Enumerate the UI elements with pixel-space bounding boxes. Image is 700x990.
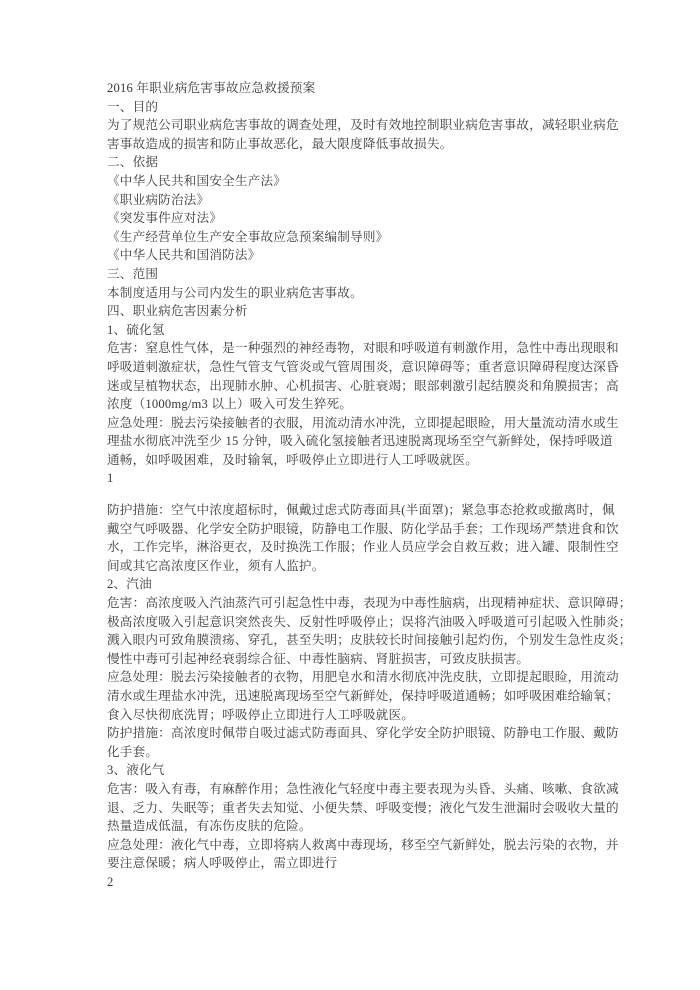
doc-title: 2016 年职业病危害事故应急救援预案 [107,81,316,95]
paragraph-line: 要注意保暖；病人呼吸停止，需立即进行 [107,856,338,871]
paragraph-line: 防护措施：高浓度时佩带自吸过滤式防毒面具、穿化学安全防护眼镜、防静电工作服、戴防 [107,726,619,741]
section-heading-2: 二、依据 [107,155,159,170]
paragraph-line: 通畅，如呼吸困难，及时输氧，呼吸停止立即进行人工呼吸就医。 [107,452,479,467]
paragraph-line: 戴空气呼吸器、化学安全防护眼镜，防静电工作服、防化学品手套；工作现场严禁进食和饮 [107,521,619,536]
paragraph-line: 危害：高浓度吸入汽油蒸汽可引起急性中毒，表现为中毒性脑病，出现精神症状、意识障碍； [107,596,632,611]
reference-item: 《生产经营单位生产安全事故应急预案编制导则》 [107,229,389,244]
paragraph-line: 防护措施：空气中浓度超标时，佩戴过虑式防毒面具(半面罩)；紧急事态抢救或撤离时，佩 [107,503,615,518]
paragraph-line: 为了规范公司职业病危害事故的调查处理，及时有效地控制职业病危害事故，减轻职业病危 [107,118,619,133]
paragraph-line: 应急处理：脱去污染接触者的衣物，用肥皂水和清水彻底冲洗皮肤，立即提起眼睑，用流动 [107,670,619,685]
paragraph-line: 迷或呈植物状态，出现肺水肿、心机损害、心脏衰竭；眼部刺激引起结膜炎和角膜损害；高 [107,378,619,393]
paragraph-line: 危害：窒息性气体，是一种强烈的神经毒物，对眼和呼吸道有刺激作用，急性中毒出现眼和 [107,341,619,356]
paragraph-line: 热量造成低温，有冻伤皮肤的危险。 [107,819,312,834]
paragraph-line: 溅入眼内可致角膜溃疡、穿孔，甚至失明；皮肤较长时间接触引起灼伤，个别发生急性皮炎； [107,633,632,648]
paragraph-line: 退、乏力、失眠等；重者失去知觉、小便失禁、呼吸变慢；液化气发生泄漏时会吸收大量的 [107,800,619,815]
reference-item: 《中华人民共和国安全生产法》 [107,173,287,188]
paragraph-line: 害事故造成的损害和防止事故恶化，最大限度降低事故损失。 [107,136,453,151]
section-heading-4: 四、职业病危害因素分析 [107,304,248,319]
paragraph-line: 本制度适用与公司内发生的职业病危害事故。 [107,285,363,300]
paragraph-line: 应急处理：脱去污染接触者的衣服，用流动清水冲洗，立即提起眼睑，用大量流动清水或生 [107,415,619,430]
page-number-1: 1 [107,471,114,486]
paragraph-line: 应急处理：液化气中毒，立即将病人救离中毒现场，移至空气新鲜处，脱去污染的衣物，并 [107,837,619,852]
paragraph-line: 极高浓度吸入引起意识突然丧失、反射性呼吸停止；误将汽油吸入呼吸道可引起吸入性肺炎； [107,614,632,629]
subsection-heading-1: 1、硫化氢 [107,322,165,337]
section-heading-3: 三、范围 [107,266,159,281]
reference-item: 《中华人民共和国消防法》 [107,248,261,263]
paragraph-line: 危害：吸入有毒，有麻醉作用；急性液化气轻度中毒主要表现为头昏、头痛、咳嗽、食欲减 [107,781,619,796]
subsection-heading-3: 3、液化气 [107,763,165,778]
page-number-2: 2 [107,874,114,889]
reference-item: 《职业病防治法》 [107,192,210,207]
subsection-heading-2: 2、汽油 [107,577,152,592]
section-heading-1: 一、目的 [107,99,159,114]
paragraph-line: 水，工作完毕，淋浴更衣，及时换洗工作服；作业人员应学会自救互救；进入罐、限制性空 [107,540,619,555]
paragraph-line: 呼吸道刺激症状，急性气管支气管炎或气管周围炎，意识障碍等；重者意识障碍程度达深昏 [107,359,619,374]
paragraph-line: 化手套。 [107,744,159,759]
paragraph-line: 浓度（1000mg/m3 以上）吸入可发生猝死。 [107,397,353,412]
document-content [107,79,632,892]
paragraph-line: 清水或生理盐水冲洗，迅速脱离现场至空气新鲜处，保持呼吸道通畅；如呼吸困难给输氧； [107,689,619,703]
paragraph-line: 慢性中毒可引起神经衰弱综合征、中毒性脑病、肾脏损害，可致皮肤损害。 [107,651,530,666]
paragraph-line: 间或其它高浓度区作业，须有人监护。 [107,558,325,573]
paragraph-line: 理盐水彻底冲洗至少 15 分钟，吸入硫化氢接触者迅速脱离现场至空气新鲜处，保持呼吸道 [107,434,613,449]
reference-item: 《突发事件应对法》 [107,211,223,226]
paragraph-line: 食入尽快彻底洗胃；呼吸停止立即进行人工呼吸就医。 [107,707,415,722]
